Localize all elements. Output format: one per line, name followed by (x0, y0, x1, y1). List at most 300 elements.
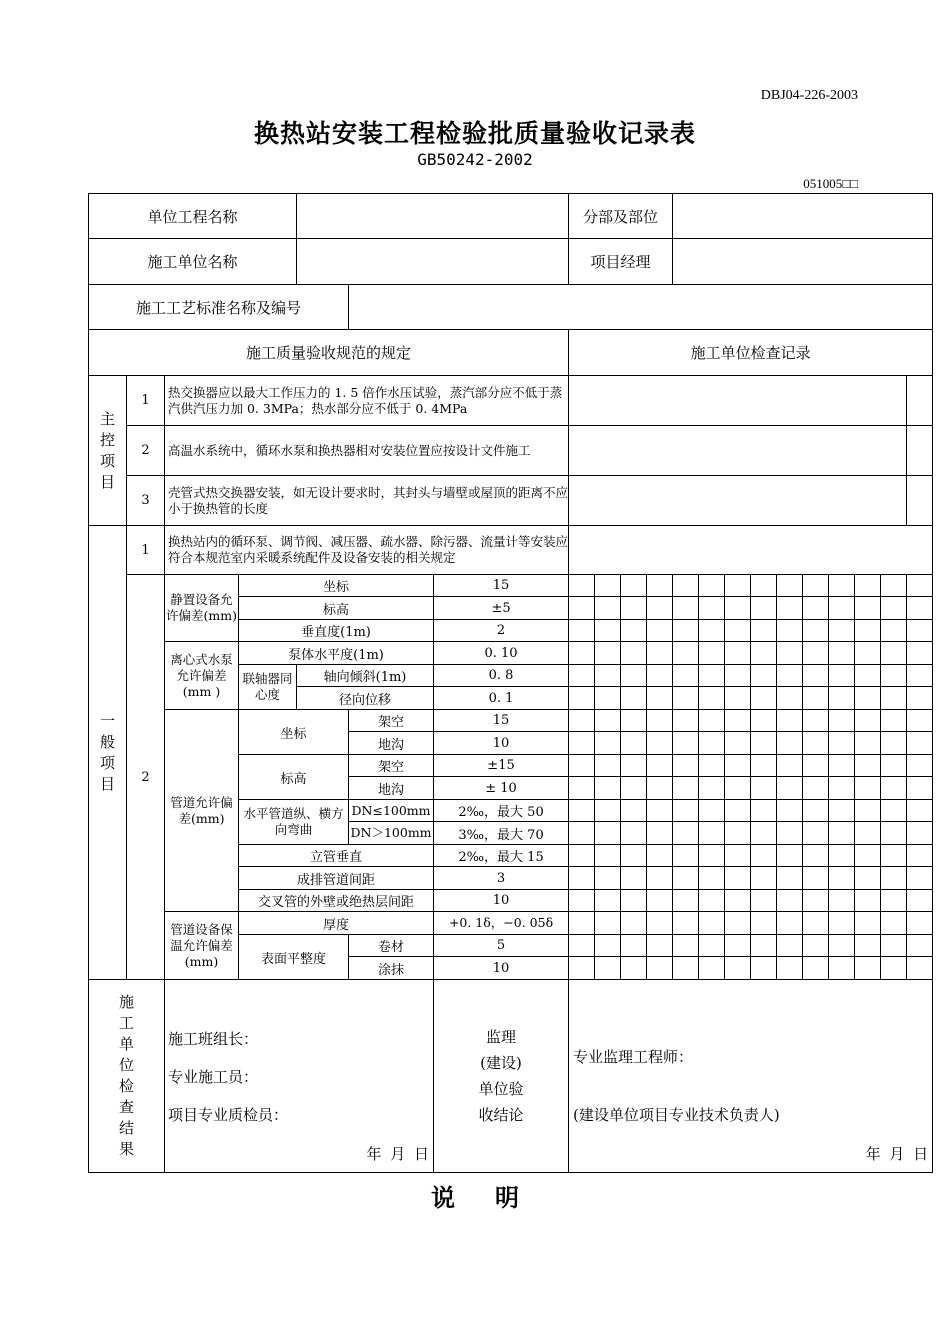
record-cell[interactable] (803, 755, 829, 777)
record-cell[interactable] (699, 890, 725, 912)
record-cell[interactable] (569, 867, 595, 890)
process-std-value[interactable] (349, 285, 933, 330)
record-cell[interactable] (699, 755, 725, 777)
record-cell[interactable] (803, 822, 829, 845)
record-cell[interactable] (569, 912, 595, 935)
main-item-2-mark[interactable] (907, 426, 933, 476)
record-cell[interactable] (907, 777, 933, 800)
record-cell[interactable] (647, 867, 673, 890)
supervision-sign-area (569, 980, 933, 1173)
record-cell[interactable] (595, 867, 621, 890)
record-cell[interactable] (569, 687, 595, 710)
main-item-3-record[interactable] (569, 476, 907, 526)
record-cell[interactable] (699, 665, 725, 687)
record-cell[interactable] (647, 732, 673, 755)
record-cell[interactable] (751, 597, 777, 620)
record-cell[interactable] (621, 935, 647, 957)
date-right: 年 月 日 (865, 1145, 929, 1163)
record-cell[interactable] (647, 800, 673, 822)
record-cell[interactable] (725, 912, 751, 935)
record-cell[interactable] (803, 957, 829, 980)
record-cell[interactable] (621, 867, 647, 890)
record-cell[interactable] (725, 957, 751, 980)
pipe-row-value: 2‰，最大 15 (434, 845, 569, 867)
record-cell[interactable] (907, 687, 933, 710)
record-cell[interactable] (569, 665, 595, 687)
record-cell[interactable] (881, 620, 907, 642)
record-cell[interactable] (751, 777, 777, 800)
record-cell[interactable] (881, 755, 907, 777)
record-cell[interactable] (725, 777, 751, 800)
record-cell[interactable] (725, 800, 751, 822)
record-cell[interactable] (855, 957, 881, 980)
record-cell[interactable] (907, 890, 933, 912)
construction-unit-value[interactable] (297, 239, 569, 285)
record-cell[interactable] (855, 575, 881, 597)
record-cell[interactable] (777, 710, 803, 732)
pipe-row-value: 3‰，最大 70 (434, 822, 569, 845)
record-cell[interactable] (621, 755, 647, 777)
record-cell[interactable] (699, 935, 725, 957)
record-cell[interactable] (673, 935, 699, 957)
record-cell[interactable] (595, 710, 621, 732)
record-cell[interactable] (751, 687, 777, 710)
record-cell[interactable] (829, 845, 855, 867)
record-cell[interactable] (829, 732, 855, 755)
record-cell[interactable] (881, 935, 907, 957)
record-cell[interactable] (855, 597, 881, 620)
record-cell[interactable] (855, 642, 881, 665)
pump-level-name: 泵体水平度(1m) (239, 642, 434, 665)
record-cell[interactable] (569, 845, 595, 867)
insulation-group-label: 管道设备保温允许偏差(mm) (165, 912, 239, 980)
record-cell[interactable] (595, 890, 621, 912)
record-cell[interactable] (907, 845, 933, 867)
record-cell[interactable] (803, 620, 829, 642)
record-cell[interactable] (855, 732, 881, 755)
owner-rep-label: (建设单位项目专业技术负责人) (573, 1106, 780, 1124)
record-cell[interactable] (829, 777, 855, 800)
record-cell[interactable] (907, 822, 933, 845)
record-cell[interactable] (647, 777, 673, 800)
record-cell[interactable] (829, 665, 855, 687)
record-cell[interactable] (881, 687, 907, 710)
record-cell[interactable] (777, 732, 803, 755)
record-cell[interactable] (621, 665, 647, 687)
pipe-elev-label: 标高 (239, 755, 349, 800)
record-cell[interactable] (881, 867, 907, 890)
record-cell[interactable] (673, 620, 699, 642)
record-cell[interactable] (855, 777, 881, 800)
record-cell[interactable] (777, 957, 803, 980)
record-cell[interactable] (777, 620, 803, 642)
main-items-label-text: 主控项目 (99, 409, 115, 491)
record-cell[interactable] (881, 575, 907, 597)
record-cell[interactable] (621, 912, 647, 935)
record-cell[interactable] (673, 822, 699, 845)
record-cell[interactable] (569, 575, 595, 597)
record-cell[interactable] (751, 890, 777, 912)
inspection-form (88, 193, 933, 1173)
record-cell[interactable] (829, 687, 855, 710)
record-cell[interactable] (725, 642, 751, 665)
record-cell[interactable] (621, 800, 647, 822)
record-cell[interactable] (647, 912, 673, 935)
record-cell[interactable] (595, 822, 621, 845)
record-cell[interactable] (829, 822, 855, 845)
record-cell[interactable] (569, 620, 595, 642)
record-cell[interactable] (751, 957, 777, 980)
record-cell[interactable] (595, 777, 621, 800)
record-cell[interactable] (829, 597, 855, 620)
record-cell[interactable] (569, 710, 595, 732)
record-cell[interactable] (907, 620, 933, 642)
pipe-row-name: DN≤100mm (349, 800, 434, 822)
record-cell[interactable] (803, 777, 829, 800)
record-cell[interactable] (855, 620, 881, 642)
record-cell[interactable] (725, 620, 751, 642)
record-cell[interactable] (699, 710, 725, 732)
record-cell[interactable] (595, 755, 621, 777)
record-cell[interactable] (907, 732, 933, 755)
record-cell[interactable] (595, 597, 621, 620)
unit-project-label: 单位工程名称 (89, 194, 297, 239)
record-cell[interactable] (777, 687, 803, 710)
record-cell[interactable] (699, 597, 725, 620)
record-cell[interactable] (881, 845, 907, 867)
pipe-row-value: ±15 (434, 755, 569, 777)
record-cell[interactable] (777, 597, 803, 620)
static-row-name: 垂直度(1m) (239, 620, 434, 642)
record-cell[interactable] (777, 800, 803, 822)
record-cell[interactable] (569, 755, 595, 777)
record-cell[interactable] (855, 800, 881, 822)
record-cell[interactable] (569, 822, 595, 845)
record-cell[interactable] (803, 710, 829, 732)
record-cell[interactable] (829, 800, 855, 822)
record-cell[interactable] (569, 957, 595, 980)
record-cell[interactable] (647, 957, 673, 980)
record-cell[interactable] (751, 642, 777, 665)
record-cell[interactable] (881, 912, 907, 935)
supervision-label-text: 监理(建设)单位验收结论 (478, 1028, 524, 1124)
record-cell[interactable] (699, 687, 725, 710)
record-cell[interactable] (647, 575, 673, 597)
record-cell[interactable] (647, 620, 673, 642)
spec-column-header: 施工质量验收规范的规定 (89, 330, 569, 376)
record-cell[interactable] (751, 822, 777, 845)
record-cell[interactable] (569, 800, 595, 822)
record-cell[interactable] (621, 777, 647, 800)
unit-project-value[interactable] (297, 194, 569, 239)
record-cell[interactable] (621, 845, 647, 867)
record-cell[interactable] (907, 957, 933, 980)
record-cell[interactable] (725, 710, 751, 732)
record-cell[interactable] (829, 755, 855, 777)
sub-part-value[interactable] (673, 194, 933, 239)
record-cell[interactable] (673, 845, 699, 867)
record-cell[interactable] (855, 822, 881, 845)
record-cell[interactable] (673, 912, 699, 935)
record-cell[interactable] (777, 845, 803, 867)
record-cell[interactable] (673, 800, 699, 822)
general-item-1-no: 1 (127, 526, 165, 575)
record-cell[interactable] (855, 687, 881, 710)
record-cell[interactable] (751, 800, 777, 822)
construction-result-label (89, 980, 165, 1173)
main-item-1-text: 热交换器应以最大工作压力的 1. 5 倍作水压试验，蒸汽部分应不低于蒸汽供汽压力加 0. 3MPa；热水部分应不低于 0. 4MPa (165, 376, 569, 426)
record-cell[interactable] (673, 755, 699, 777)
general-item-1-record[interactable] (569, 526, 933, 575)
project-manager-value[interactable] (673, 239, 933, 285)
main-item-1-mark[interactable] (907, 376, 933, 426)
record-cell[interactable] (907, 710, 933, 732)
record-cell[interactable] (699, 957, 725, 980)
main-item-3-mark[interactable] (907, 476, 933, 526)
record-cell[interactable] (829, 575, 855, 597)
record-cell[interactable] (751, 912, 777, 935)
record-cell[interactable] (829, 957, 855, 980)
record-cell[interactable] (673, 732, 699, 755)
record-cell[interactable] (621, 710, 647, 732)
record-cell[interactable] (699, 867, 725, 890)
record-cell[interactable] (595, 620, 621, 642)
record-cell[interactable] (829, 620, 855, 642)
record-cell[interactable] (673, 867, 699, 890)
record-cell[interactable] (907, 912, 933, 935)
record-cell[interactable] (647, 710, 673, 732)
record-cell[interactable] (699, 800, 725, 822)
record-cell[interactable] (803, 800, 829, 822)
record-cell[interactable] (881, 665, 907, 687)
record-cell[interactable] (699, 642, 725, 665)
record-cell[interactable] (881, 732, 907, 755)
record-cell[interactable] (803, 935, 829, 957)
record-cell[interactable] (881, 597, 907, 620)
record-cell[interactable] (725, 822, 751, 845)
record-cell[interactable] (907, 755, 933, 777)
pipe-row-name: 架空 (349, 755, 434, 777)
inspector-label: 项目专业质检员： (168, 1106, 289, 1124)
record-cell[interactable] (907, 800, 933, 822)
record-cell[interactable] (907, 867, 933, 890)
record-cell[interactable] (881, 777, 907, 800)
record-cell[interactable] (829, 710, 855, 732)
record-cell[interactable] (595, 665, 621, 687)
record-cell[interactable] (569, 597, 595, 620)
record-cell[interactable] (907, 935, 933, 957)
record-cell[interactable] (803, 642, 829, 665)
record-cell[interactable] (647, 890, 673, 912)
record-cell[interactable] (595, 845, 621, 867)
record-cell[interactable] (855, 665, 881, 687)
record-cell[interactable] (673, 642, 699, 665)
record-cell[interactable] (777, 822, 803, 845)
record-cell[interactable] (621, 822, 647, 845)
record-cell[interactable] (751, 710, 777, 732)
record-cell[interactable] (673, 710, 699, 732)
record-cell[interactable] (725, 845, 751, 867)
record-cell[interactable] (621, 890, 647, 912)
main-item-2-record[interactable] (569, 426, 907, 476)
record-cell[interactable] (829, 867, 855, 890)
record-cell[interactable] (647, 935, 673, 957)
pipe-row-value: 10 (434, 732, 569, 755)
record-cell[interactable] (907, 575, 933, 597)
record-cell[interactable] (803, 575, 829, 597)
record-cell[interactable] (855, 845, 881, 867)
record-cell[interactable] (855, 755, 881, 777)
construction-sign-area (165, 980, 434, 1173)
record-cell[interactable] (673, 597, 699, 620)
record-cell[interactable] (621, 957, 647, 980)
record-cell[interactable] (725, 597, 751, 620)
record-cell[interactable] (595, 642, 621, 665)
record-cell[interactable] (803, 912, 829, 935)
main-item-1-record[interactable] (569, 376, 907, 426)
record-cell[interactable] (803, 687, 829, 710)
record-cell[interactable] (751, 755, 777, 777)
record-cell[interactable] (777, 777, 803, 800)
record-cell[interactable] (569, 732, 595, 755)
record-cell[interactable] (595, 935, 621, 957)
record-cell[interactable] (595, 732, 621, 755)
record-cell[interactable] (699, 575, 725, 597)
record-cell[interactable] (725, 687, 751, 710)
record-cell[interactable] (777, 867, 803, 890)
record-cell[interactable] (621, 597, 647, 620)
worker-label: 专业施工员： (168, 1068, 259, 1086)
pipe-row-name: 成排管道间距 (239, 867, 434, 890)
record-cell[interactable] (777, 890, 803, 912)
record-cell[interactable] (803, 732, 829, 755)
record-cell[interactable] (777, 665, 803, 687)
record-cell[interactable] (595, 912, 621, 935)
main-item-3-text: 壳管式热交换器安装，如无设计要求时，其封头与墙壁或屋顶的距离不应小于换热管的长度 (165, 476, 569, 526)
record-cell[interactable] (777, 642, 803, 665)
record-cell[interactable] (673, 777, 699, 800)
record-cell[interactable] (647, 845, 673, 867)
record-cell[interactable] (751, 620, 777, 642)
record-cell[interactable] (803, 867, 829, 890)
record-cell[interactable] (699, 777, 725, 800)
record-cell[interactable] (569, 777, 595, 800)
pipe-row-value: 10 (434, 890, 569, 912)
record-cell[interactable] (803, 597, 829, 620)
pipe-group-label: 管道允许偏差(mm) (165, 710, 239, 912)
record-cell[interactable] (777, 912, 803, 935)
record-cell[interactable] (673, 890, 699, 912)
record-cell[interactable] (673, 575, 699, 597)
record-cell[interactable] (673, 665, 699, 687)
record-cell[interactable] (595, 687, 621, 710)
record-cell[interactable] (751, 845, 777, 867)
record-cell[interactable] (907, 597, 933, 620)
record-cell[interactable] (803, 890, 829, 912)
general-items-label-text: 一般项目 (99, 711, 115, 793)
record-cell[interactable] (569, 642, 595, 665)
record-cell[interactable] (621, 687, 647, 710)
record-cell[interactable] (829, 912, 855, 935)
construction-result-label-text: 施工单位检查结果 (118, 993, 134, 1158)
record-cell[interactable] (881, 957, 907, 980)
record-cell[interactable] (647, 597, 673, 620)
record-cell[interactable] (777, 935, 803, 957)
record-cell[interactable] (725, 665, 751, 687)
record-cell[interactable] (881, 642, 907, 665)
record-cell[interactable] (699, 845, 725, 867)
record-cell[interactable] (647, 822, 673, 845)
record-cell[interactable] (725, 575, 751, 597)
record-cell[interactable] (777, 755, 803, 777)
record-cell[interactable] (725, 935, 751, 957)
record-cell[interactable] (621, 575, 647, 597)
general-items-label (89, 526, 127, 980)
record-cell[interactable] (881, 710, 907, 732)
record-cell[interactable] (569, 935, 595, 957)
record-cell[interactable] (647, 642, 673, 665)
record-cell[interactable] (595, 575, 621, 597)
record-cell[interactable] (881, 890, 907, 912)
record-cell[interactable] (829, 642, 855, 665)
record-cell[interactable] (595, 800, 621, 822)
record-cell[interactable] (699, 620, 725, 642)
insulation-row-value: 10 (434, 957, 569, 980)
record-cell[interactable] (855, 935, 881, 957)
record-cell[interactable] (907, 642, 933, 665)
record-cell[interactable] (803, 845, 829, 867)
record-cell[interactable] (621, 642, 647, 665)
record-cell[interactable] (777, 575, 803, 597)
record-cell[interactable] (595, 957, 621, 980)
record-cell[interactable] (699, 822, 725, 845)
record-cell[interactable] (751, 665, 777, 687)
record-cell[interactable] (855, 912, 881, 935)
record-cell[interactable] (725, 755, 751, 777)
record-cell[interactable] (647, 755, 673, 777)
record-cell[interactable] (673, 957, 699, 980)
record-cell[interactable] (725, 732, 751, 755)
record-cell[interactable] (751, 575, 777, 597)
record-cell[interactable] (699, 732, 725, 755)
record-cell[interactable] (621, 620, 647, 642)
insulation-thickness-value: +0. 1δ，−0. 05δ (434, 912, 569, 935)
pipe-row-value: 3 (434, 867, 569, 890)
record-cell[interactable] (829, 890, 855, 912)
record-cell[interactable] (881, 822, 907, 845)
record-cell[interactable] (569, 890, 595, 912)
record-cell[interactable] (647, 665, 673, 687)
record-cell[interactable] (855, 890, 881, 912)
record-cell[interactable] (673, 687, 699, 710)
record-cell[interactable] (803, 665, 829, 687)
record-cell[interactable] (699, 912, 725, 935)
record-cell[interactable] (621, 732, 647, 755)
supervision-label (434, 980, 569, 1173)
record-cell[interactable] (855, 710, 881, 732)
record-cell[interactable] (907, 665, 933, 687)
main-item-2-text: 高温水系统中，循环水泵和换热器相对安装位置应按设计文件施工 (165, 426, 569, 476)
record-cell[interactable] (751, 732, 777, 755)
record-cell[interactable] (829, 935, 855, 957)
record-cell[interactable] (725, 890, 751, 912)
record-cell[interactable] (751, 867, 777, 890)
record-cell[interactable] (881, 800, 907, 822)
record-cell[interactable] (751, 935, 777, 957)
record-cell[interactable] (725, 867, 751, 890)
record-cell[interactable] (855, 867, 881, 890)
record-cell[interactable] (647, 687, 673, 710)
